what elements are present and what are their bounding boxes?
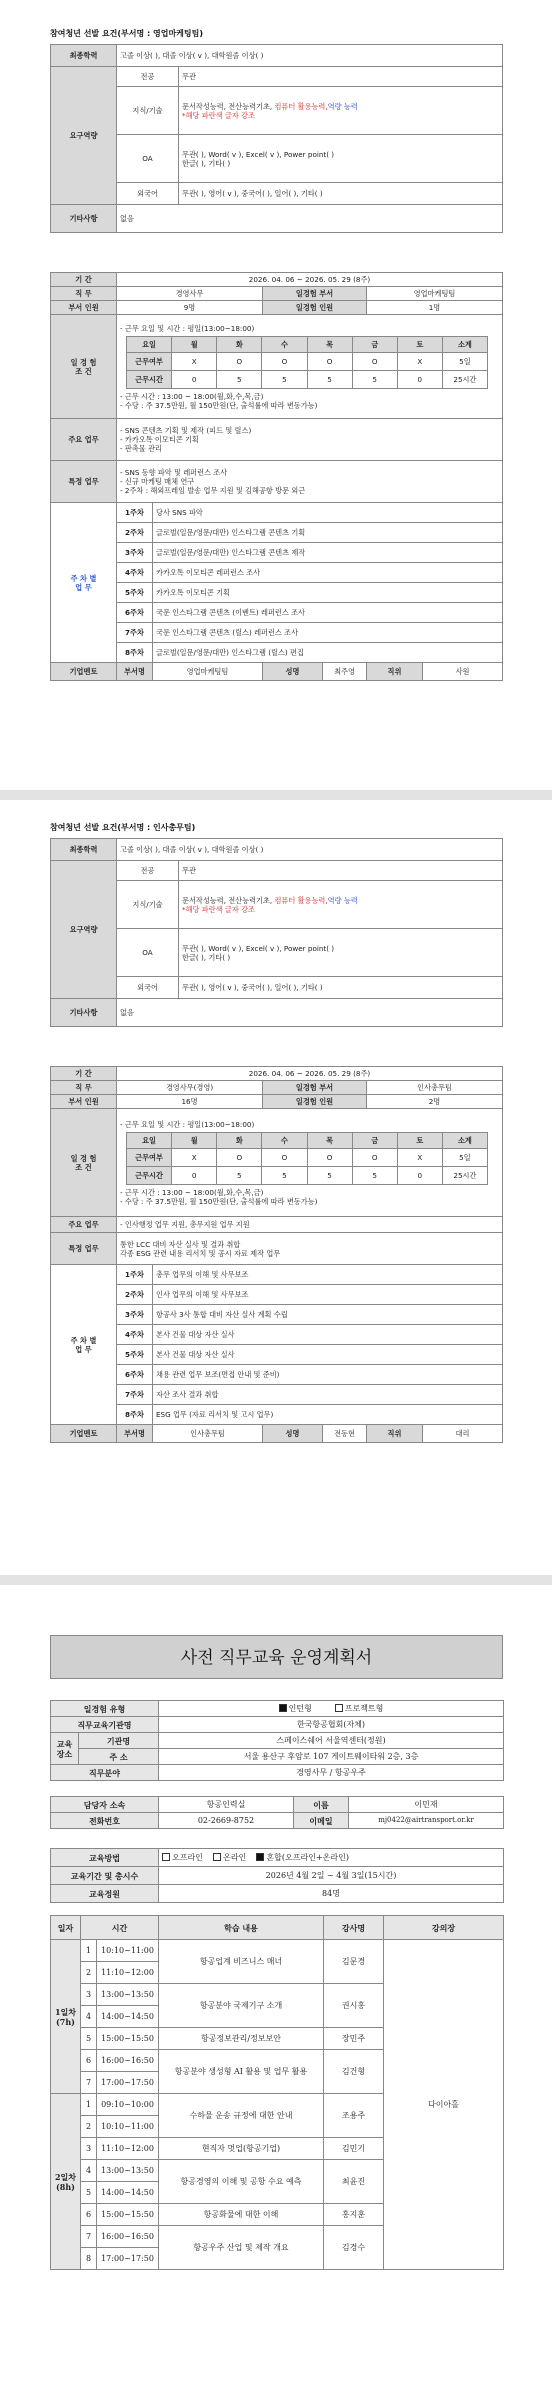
- period-label: 기 간: [51, 273, 117, 287]
- schedule-table: [50, 1915, 504, 2270]
- week-label: 2주차: [117, 523, 153, 543]
- plan-info-table: [50, 1700, 504, 1781]
- mentor-name-label: 성명: [263, 1425, 323, 1443]
- knowledge-blue-text: 역량 능력: [327, 895, 358, 905]
- people-value: 2명: [367, 1095, 503, 1109]
- staff-label: 부서 인원: [51, 1095, 117, 1109]
- phone-value: 02-2669-8752: [159, 1813, 294, 1829]
- lang-label: 외국어: [117, 183, 179, 205]
- oa-value: [179, 929, 503, 977]
- email-label: 이메일: [294, 1813, 349, 1829]
- requirements-table-hr: [50, 838, 503, 1027]
- job-value: 경영사무: [117, 287, 263, 301]
- edu-label: 최종학력: [51, 45, 117, 67]
- hours-cell: 25시간: [442, 1166, 487, 1184]
- inst-value: 스페이스쉐어 서울역센터(정원): [159, 1733, 504, 1749]
- week-task: 항공사 3사 통합 대비 자산 실사 계획 수립: [153, 1305, 503, 1325]
- edu-label: 최종학력: [51, 839, 117, 861]
- period-time: 16:00~16:50: [97, 2050, 159, 2072]
- lecturer: 김경수: [324, 2226, 384, 2270]
- topic: 항공분야 생성형 AI 활용 및 업무 활용: [159, 2050, 324, 2094]
- job-label: 직 무: [51, 287, 117, 301]
- period-number: 6: [81, 2204, 97, 2226]
- oa-label: OA: [117, 929, 179, 977]
- week-task: 글로벌(일문/영문/대만) 인스타그램 콘텐츠 제작: [153, 543, 503, 563]
- hours-cell: 5: [217, 370, 262, 388]
- job-table-hr: [50, 1066, 503, 1443]
- type-intern-option[interactable]: [279, 1704, 312, 1713]
- checked-box-icon: [279, 1704, 287, 1712]
- period-number: 6: [81, 2050, 97, 2072]
- period-time: 10:10~11:00: [97, 2116, 159, 2138]
- week-task: 글로벌(일문/영문/대만) 인스타그램 콘텐츠 기획: [153, 523, 503, 543]
- days-col: 소계: [442, 336, 487, 352]
- major-value: 무관: [179, 861, 503, 881]
- knowledge-text: 문서작성능력, 전산능력기초,: [182, 101, 275, 111]
- hours-cell: 5: [307, 1166, 352, 1184]
- page-separator: [0, 790, 552, 800]
- week-label: 1주차: [117, 503, 153, 523]
- work-cell: O: [307, 352, 352, 370]
- period-time: 11:10~12:00: [97, 1962, 159, 1984]
- plan-period-value: 2026년 4월 2일 ~ 4월 3일(15시간): [159, 1867, 504, 1885]
- phone-label: 전화번호: [51, 1813, 159, 1829]
- hours-cell: 0: [397, 1166, 442, 1184]
- week-task: 카카오톡 이모티콘 기획: [153, 583, 503, 603]
- period-number: 8: [81, 2248, 97, 2270]
- main-label: 주요 업무: [51, 1217, 117, 1233]
- mentor-name: 전동현: [323, 1425, 367, 1443]
- mentor-pos-label: 직위: [367, 1425, 423, 1443]
- mentor-pos-label: 직위: [367, 663, 423, 681]
- mentor-label: 기업멘토: [51, 663, 117, 681]
- mentor-pos: 대리: [423, 1425, 503, 1443]
- topic: 항공분야 국제기구 소개: [159, 1984, 324, 2028]
- topic: 항공정보관리/정보보안: [159, 2028, 324, 2050]
- period-time: 16:00~16:50: [97, 2226, 159, 2248]
- period-number: 7: [81, 2226, 97, 2248]
- req-label: 요구역량: [51, 67, 117, 205]
- place-group-label: 교육 장소: [51, 1733, 79, 1765]
- unchecked-box-icon: [335, 1704, 343, 1712]
- period-value: 2026. 04. 06 ~ 2026. 05. 29 (8주): [117, 1067, 503, 1081]
- mgr-value: 항공인력실: [159, 1797, 294, 1813]
- hours-label: 근무시간: [127, 1166, 172, 1184]
- hours-cell: 0: [397, 370, 442, 388]
- week-task: 본사 건물 대상 자산 실사: [153, 1325, 503, 1345]
- addr-value: 서울 용산구 후암로 107 게이트웨이타워 2층, 3층: [159, 1749, 504, 1765]
- days-col: 월: [172, 336, 217, 352]
- method-label: 교육방법: [51, 1849, 159, 1867]
- cond-label: 일 경 험 조 건: [51, 315, 117, 419]
- weekly-label: 주 차 별 업 무: [51, 1265, 117, 1425]
- period-time: 10:10~11:00: [97, 1940, 159, 1962]
- knowledge-value: [179, 881, 503, 929]
- lang-label: 외국어: [117, 977, 179, 999]
- type-project-option[interactable]: [335, 1704, 384, 1713]
- lang-value: 무관( ), 영어( v ), 중국어( ), 일어( ), 기타( ): [179, 977, 503, 999]
- method-online-option[interactable]: [213, 1853, 246, 1862]
- hours-cell: 5: [307, 370, 352, 388]
- cond-time: - 근무 시간 : 13:00 ~ 18:00(월,화,수,목,금): [120, 391, 264, 401]
- week-task: 국문 인스타그램 콘텐츠 (릴스) 레퍼런스 조사: [153, 623, 503, 643]
- quota-label: 교육정원: [51, 1885, 159, 1903]
- method-opt2-label: 온라인: [223, 1852, 247, 1862]
- field-label: 직무분야: [51, 1765, 159, 1781]
- days-col: 목: [307, 336, 352, 352]
- req-label: 요구역량: [51, 861, 117, 999]
- hours-row: [127, 1166, 488, 1184]
- job-value: 경영사무(경영): [117, 1081, 263, 1095]
- checked-box-icon: [256, 1853, 264, 1861]
- etc-value: 없음: [117, 999, 503, 1027]
- work-row: [127, 352, 488, 370]
- mentor-label: 기업멘토: [51, 1425, 117, 1443]
- period-number: 1: [81, 1940, 97, 1962]
- sched-col-content: 학습 내용: [159, 1916, 324, 1940]
- topic: 항공화물에 대한 이해: [159, 2204, 324, 2226]
- knowledge-blue-text: 역량 능력: [327, 101, 358, 111]
- mentor-name: 최주영: [323, 663, 367, 681]
- day1-label: 1일차 (7h): [51, 1940, 81, 2094]
- period-number: 3: [81, 1984, 97, 2006]
- period-time: 13:00~13:50: [97, 2160, 159, 2182]
- work-cell: X: [172, 1148, 217, 1166]
- dept-label: 일경험 부서: [263, 1081, 367, 1095]
- job-table-sales: [50, 272, 503, 681]
- sched-col-date: 일자: [51, 1916, 81, 1940]
- weekly-label: 주 차 별 업 무: [51, 503, 117, 663]
- hours-cell: 5: [262, 370, 307, 388]
- week-label: 3주차: [117, 1305, 153, 1325]
- people-label: 일경험 인원: [263, 1095, 367, 1109]
- special-label: 특정 업무: [51, 1233, 117, 1265]
- org-label: 직무교육기관명: [51, 1717, 159, 1733]
- addr-label: 주 소: [79, 1749, 159, 1765]
- sched-col-time: 시간: [81, 1916, 159, 1940]
- mentor-pos: 사원: [423, 663, 503, 681]
- knowledge-text: 문서작성능력, 전산능력기초,: [182, 895, 275, 905]
- week-task: 당사 SNS 파악: [153, 503, 503, 523]
- cond-pay: - 수당 : 주 37.5만원, 월 150만원(단, 출석률에 따라 변동가능): [120, 400, 318, 410]
- week-task: 본사 건물 대상 자산 실사: [153, 1345, 503, 1365]
- special-item: - 신규 마케팅 매체 연구: [120, 477, 195, 486]
- period-time: 09:10~10:00: [97, 2094, 159, 2116]
- mgr-label: 담당자 소속: [51, 1797, 159, 1813]
- hours-cell: 0: [172, 1166, 217, 1184]
- week-label: 8주차: [117, 1405, 153, 1425]
- requirements-table-sales: [50, 44, 503, 233]
- lecturer: 김민기: [324, 2138, 384, 2160]
- period-number: 3: [81, 2138, 97, 2160]
- work-cell: O: [217, 1148, 262, 1166]
- period-number: 7: [81, 2072, 97, 2094]
- work-cell: O: [262, 1148, 307, 1166]
- job-label: 직 무: [51, 1081, 117, 1095]
- period-number: 5: [81, 2028, 97, 2050]
- work-label: 근무여부: [127, 1148, 172, 1166]
- period-time: 14:00~14:50: [97, 2182, 159, 2204]
- topic: 항공경영의 이해 및 공항 수요 예측: [159, 2160, 324, 2204]
- cond-time: - 근무 시간 : 13:00 ~ 18:00(월,화,수,목,금): [120, 1187, 264, 1197]
- days-col: 금: [352, 1132, 397, 1148]
- week-task: 글로벌(일문/영문/대만) 인스타그램 (릴스) 편집: [153, 643, 503, 663]
- quota-value: 84명: [159, 1885, 504, 1903]
- period-number: 1: [81, 2094, 97, 2116]
- field-value: 경영사무 / 항공우주: [159, 1765, 504, 1781]
- week-label: 2주차: [117, 1285, 153, 1305]
- main-cell: [117, 419, 503, 461]
- week-label: 6주차: [117, 603, 153, 623]
- oa-label: OA: [117, 135, 179, 183]
- work-cell: 5일: [442, 352, 487, 370]
- topic: 항공우주 산업 및 제작 개요: [159, 2226, 324, 2270]
- lecturer: 권시홍: [324, 1984, 384, 2028]
- type-options: [159, 1701, 504, 1717]
- sched-col-room: 강의장: [384, 1916, 504, 1940]
- days-col: 화: [217, 1132, 262, 1148]
- days-header-row: [127, 1132, 488, 1148]
- plan-period-label: 교육기간 및 총시수: [51, 1867, 159, 1885]
- cond-intro: - 근무 요일 및 시간 : 평일(13:00~18:00): [120, 1119, 255, 1129]
- week-label: 7주차: [117, 1385, 153, 1405]
- lecturer: 홍지훈: [324, 2204, 384, 2226]
- topic: 현직자 멋업(항공기업): [159, 2138, 324, 2160]
- days-col: 목: [307, 1132, 352, 1148]
- week-task: 카카오톡 이모티콘 레퍼런스 조사: [153, 563, 503, 583]
- method-offline-option[interactable]: [162, 1853, 203, 1862]
- period-time: 13:00~13:50: [97, 1984, 159, 2006]
- oa-line1: 무관( ), Word( v ), Excel( v ), Power point( ): [182, 149, 335, 159]
- knowledge-label: 지식/기술: [117, 881, 179, 929]
- days-col: 토: [397, 336, 442, 352]
- period-time: 11:10~12:00: [97, 2138, 159, 2160]
- unchecked-box-icon: [213, 1853, 221, 1861]
- week-label: 6주차: [117, 1365, 153, 1385]
- major-value: 무관: [179, 67, 503, 87]
- edu-value: 고졸 이상( ), 대졸 이상( v ), 대학원졸 이상( ): [117, 45, 503, 67]
- lecturer: 김문경: [324, 1940, 384, 1984]
- week-label: 4주차: [117, 1325, 153, 1345]
- period-value: 2026. 04. 06 ~ 2026. 05. 29 (8주): [117, 273, 503, 287]
- page-separator: [0, 1575, 552, 1585]
- cond-cell: [117, 315, 503, 419]
- work-cell: X: [172, 352, 217, 370]
- period-number: 4: [81, 2160, 97, 2182]
- days-table: [126, 1132, 488, 1185]
- cond-cell: [117, 1109, 503, 1217]
- lecturer: 최윤진: [324, 2160, 384, 2204]
- contact-table: [50, 1796, 504, 1829]
- days-col: 소계: [442, 1132, 487, 1148]
- week-task: 채용 관련 업무 보조(면접 안내 및 준비): [153, 1365, 503, 1385]
- week-label: 4주차: [117, 563, 153, 583]
- work-cell: O: [307, 1148, 352, 1166]
- knowledge-label: 지식/기술: [117, 87, 179, 135]
- week-label: 8주차: [117, 643, 153, 663]
- days-header-row: [127, 336, 488, 352]
- type-opt1-label: 인턴형: [288, 1703, 312, 1713]
- lecturer: 장민주: [324, 2028, 384, 2050]
- week-task: ESG 업무 (자료 리서치 및 고시 업무): [153, 1405, 503, 1425]
- name-label: 이름: [294, 1797, 349, 1813]
- type-opt2-label: 프로젝트형: [344, 1703, 384, 1713]
- work-cell: O: [262, 352, 307, 370]
- method-options: [159, 1849, 504, 1867]
- week-label: 1주차: [117, 1265, 153, 1285]
- week-task: 국문 인스타그램 콘텐츠 (이벤트) 레퍼런스 조사: [153, 603, 503, 623]
- oa-line1: 무관( ), Word( v ), Excel( v ), Power point( ): [182, 943, 335, 953]
- days-table: [126, 336, 488, 389]
- hours-row: [127, 370, 488, 388]
- mentor-name-label: 성명: [263, 663, 323, 681]
- org-value: 한국항공협회(자체): [159, 1717, 504, 1733]
- special-item: 통한 LCC 대비 자산 실사 및 결과 취합: [120, 1239, 241, 1249]
- lecture-room: 다이아홀: [384, 1940, 504, 2270]
- oa-line2: 한글( ), 기타( ): [182, 158, 231, 168]
- major-label: 전공: [117, 861, 179, 881]
- method-opt3-label: 혼합(오프라인+온라인): [266, 1852, 349, 1862]
- knowledge-red-text: 컴퓨터 활용능력,: [274, 101, 328, 111]
- week-task: 인사 업무의 이해 및 사무보조: [153, 1285, 503, 1305]
- period-time: 17:00~17:50: [97, 2072, 159, 2094]
- period-time: 17:00~17:50: [97, 2248, 159, 2270]
- topic: 수하물 운송 규정에 대한 안내: [159, 2094, 324, 2138]
- days-col: 화: [217, 336, 262, 352]
- method-table: [50, 1848, 504, 1903]
- dept-value: 영업마케팅팀: [367, 287, 503, 301]
- special-item: - SNS 동향 파악 및 레퍼런스 조사: [120, 468, 228, 477]
- days-col: 요일: [127, 1132, 172, 1148]
- main-item: - 판촉물 관리: [120, 444, 162, 453]
- mentor-dept-label: 부서명: [117, 1425, 153, 1443]
- section-title-hr: 참여청년 선발 요건(부서명 : 인사총무팀): [50, 823, 196, 832]
- edu-value: 고졸 이상( ), 대졸 이상( v ), 대학원졸 이상( ): [117, 839, 503, 861]
- special-item: - 2주차 : 해외프레임 발송 업무 지원 및 김해공항 방문 외근: [120, 486, 306, 495]
- cond-label: 일 경 험 조 건: [51, 1109, 117, 1217]
- sched-col-lecturer: 강사명: [324, 1916, 384, 1940]
- dept-label: 일경험 부서: [263, 287, 367, 301]
- work-cell: O: [352, 1148, 397, 1166]
- main-label: 주요 업무: [51, 419, 117, 461]
- period-time: 14:00~14:50: [97, 2006, 159, 2028]
- knowledge-note: *해당 파란색 글자 강조: [182, 110, 255, 120]
- major-label: 전공: [117, 67, 179, 87]
- people-value: 1명: [367, 301, 503, 315]
- period-number: 5: [81, 2182, 97, 2204]
- week-task: 총무 업무의 이해 및 사무보조: [153, 1265, 503, 1285]
- special-cell: [117, 1233, 503, 1265]
- days-col: 수: [262, 1132, 307, 1148]
- hours-label: 근무시간: [127, 370, 172, 388]
- days-col: 금: [352, 336, 397, 352]
- main-item: - 인사행정 업무 지원, 총무지원 업무 지원: [117, 1217, 503, 1233]
- type-label: 일경험 유형: [51, 1701, 159, 1717]
- staff-value: 16명: [117, 1095, 263, 1109]
- cond-intro: - 근무 요일 및 시간 : 평일(13:00~18:00): [120, 323, 255, 333]
- work-cell: 5일: [442, 1148, 487, 1166]
- work-cell: O: [352, 352, 397, 370]
- name-value: 이민재: [349, 1797, 504, 1813]
- main-item: - 카카오톡 이모티콘 기획: [120, 435, 199, 444]
- work-cell: X: [397, 1148, 442, 1166]
- topic: 항공업계 비즈니스 매너: [159, 1940, 324, 1984]
- days-col: 토: [397, 1132, 442, 1148]
- method-mixed-option[interactable]: [256, 1853, 349, 1862]
- mentor-dept: 영업마케팅팀: [153, 663, 263, 681]
- section-title-sales: 참여청년 선발 요건(부서명 : 영업마케팅팀): [50, 29, 204, 38]
- days-col: 월: [172, 1132, 217, 1148]
- work-cell: O: [217, 352, 262, 370]
- week-label: 5주차: [117, 1345, 153, 1365]
- work-row: [127, 1148, 488, 1166]
- hours-cell: 5: [352, 370, 397, 388]
- period-number: 2: [81, 1962, 97, 1984]
- staff-value: 9명: [117, 301, 263, 315]
- main-item: - SNS 콘텐츠 기획 및 제작 (피드 및 릴스): [120, 426, 252, 435]
- inst-label: 기관명: [79, 1733, 159, 1749]
- special-cell: [117, 461, 503, 503]
- method-opt1-label: 오프라인: [172, 1852, 203, 1862]
- hours-cell: 5: [352, 1166, 397, 1184]
- week-task: 자산 조사 결과 취합: [153, 1385, 503, 1405]
- hours-cell: 5: [217, 1166, 262, 1184]
- hours-cell: 0: [172, 370, 217, 388]
- week-label: 7주차: [117, 623, 153, 643]
- etc-label: 기타사항: [51, 999, 117, 1027]
- period-number: 2: [81, 2116, 97, 2138]
- oa-value: [179, 135, 503, 183]
- lecturer: 김건형: [324, 2050, 384, 2094]
- period-number: 4: [81, 2006, 97, 2028]
- hours-cell: 5: [262, 1166, 307, 1184]
- week-label: 5주차: [117, 583, 153, 603]
- knowledge-note: *해당 파란색 글자 강조: [182, 904, 255, 914]
- unchecked-box-icon: [162, 1853, 170, 1861]
- period-time: 15:00~15:50: [97, 2028, 159, 2050]
- oa-line2: 한글( ), 기타( ): [182, 952, 231, 962]
- days-col: 요일: [127, 336, 172, 352]
- period-time: 15:00~15:50: [97, 2204, 159, 2226]
- period-label: 기 간: [51, 1067, 117, 1081]
- mentor-dept: 인사총무팀: [153, 1425, 263, 1443]
- special-label: 특정 업무: [51, 461, 117, 503]
- etc-value: 없음: [117, 205, 503, 233]
- work-label: 근무여부: [127, 352, 172, 370]
- hours-cell: 25시간: [442, 370, 487, 388]
- dept-value: 인사총무팀: [367, 1081, 503, 1095]
- etc-label: 기타사항: [51, 205, 117, 233]
- week-label: 3주차: [117, 543, 153, 563]
- lang-value: 무관( ), 영어( v ), 중국어( ), 일어( ), 기타( ): [179, 183, 503, 205]
- plan-title: 사전 직무교육 운영계획서: [50, 1635, 503, 1679]
- lecturer: 조용주: [324, 2094, 384, 2138]
- knowledge-red-text: 컴퓨터 활용능력,: [274, 895, 328, 905]
- days-col: 수: [262, 336, 307, 352]
- email-value[interactable]: mj0422@airtransport.or.kr: [349, 1813, 504, 1829]
- day2-label: 2일차 (8h): [51, 2094, 81, 2270]
- staff-label: 부서 인원: [51, 301, 117, 315]
- special-item: 각종 ESG 관련 내용 리서치 및 공시 자료 제작 업무: [120, 1248, 281, 1258]
- cond-pay: - 수당 : 주 37.5만원, 월 150만원(단, 출석률에 따라 변동가능): [120, 1196, 318, 1206]
- mentor-dept-label: 부서명: [117, 663, 153, 681]
- work-cell: X: [397, 352, 442, 370]
- people-label: 일경험 인원: [263, 301, 367, 315]
- knowledge-value: [179, 87, 503, 135]
